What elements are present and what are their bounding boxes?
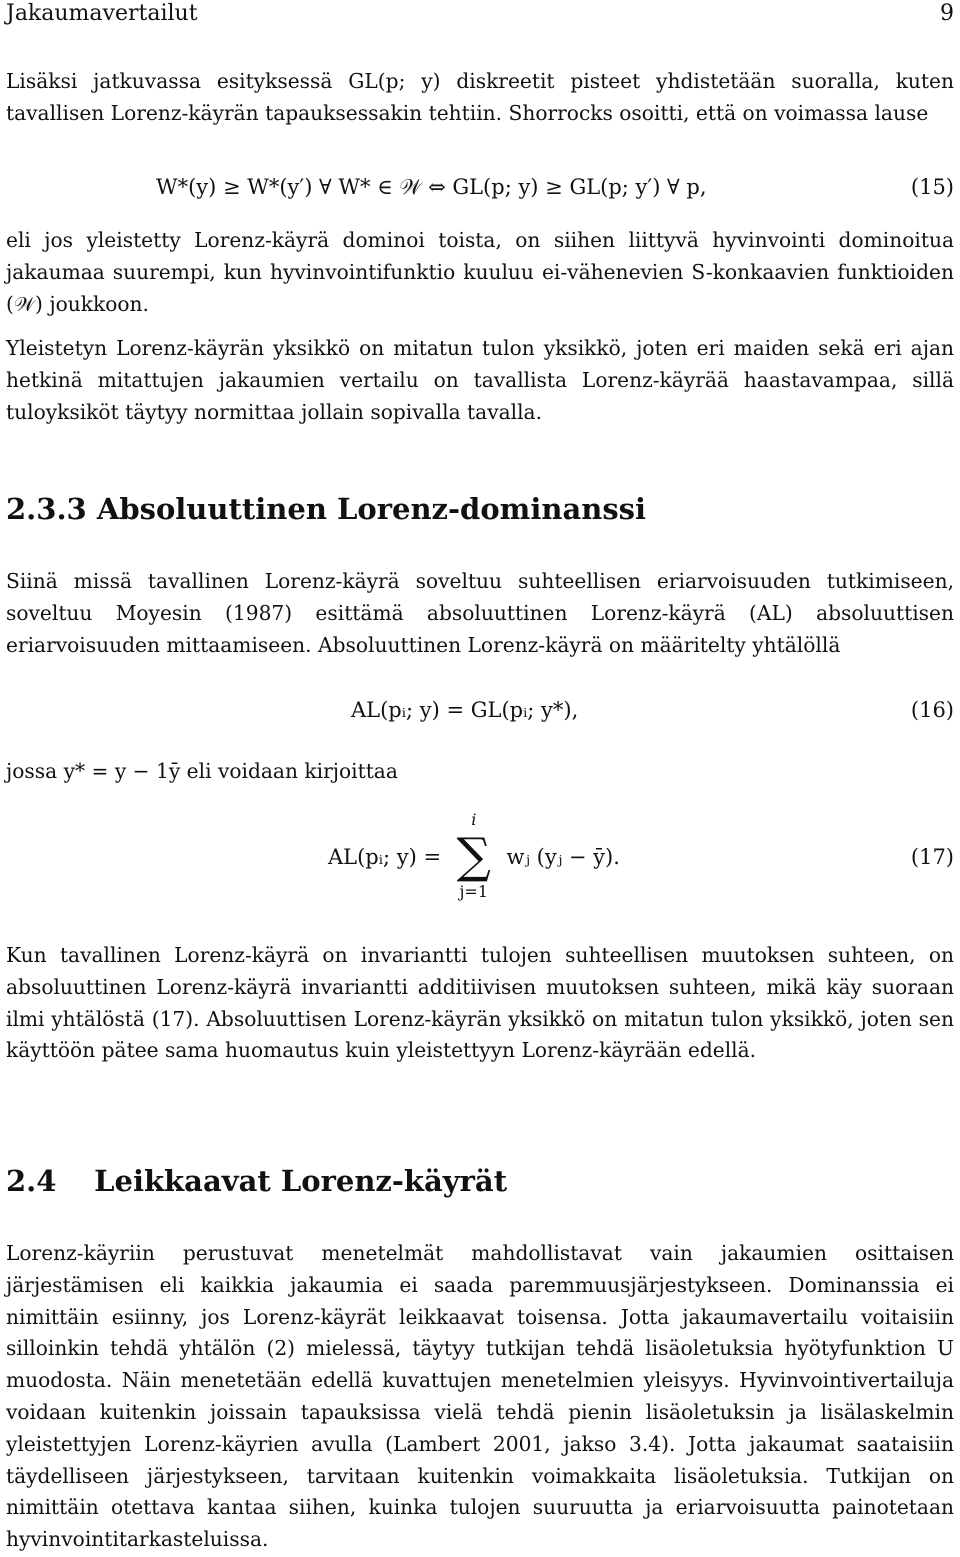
page-number: 9 [940,1,954,26]
section-title: Absoluuttinen Lorenz-dominanssi [96,492,647,526]
equation-15 [6,170,954,204]
section-title: Leikkaavat Lorenz-käyrät [94,1164,508,1198]
equation-16-number: (16) [910,698,954,722]
paragraph-dominance: eli jos yleistetty Lorenz-käyrä dominoi toista, on siihen liittyvä hyvinvointi dominoitua jakaumaa suurempi, kun hyvinvointifunktio kuuluu ei-vähenevien S-konkaavien funktioiden (𝒲) joukkoon. [6,228,954,316]
equation-16-body: AL(pᵢ; y) = GL(pᵢ; y*), [351,698,579,722]
sum-lower-limit: j=1 [459,882,489,901]
sum-sign: ∑ [456,828,491,884]
paragraph-where-prefix: jossa [6,759,58,783]
paragraph-where-suffix: eli voidaan kirjoittaa [186,759,398,783]
paragraph-intro: Lisäksi jatkuvassa esityksessä GL(p; y) diskreetit pisteet yhdistetään suoralla, kuten tavallisen Lorenz-käyrän tapauksessakin tehtiin. Shorrocks osoitti, että on voimassa lause [6,69,954,125]
section-heading-2-4 [6,1163,954,1199]
equation-17 [6,810,954,901]
running-head [6,0,954,28]
paragraph-invariance: Kun tavallinen Lorenz-käyrä on invariantti tulojen suhteellisen muutoksen suhteen, on absoluuttinen Lorenz-käyrä invariantti additiivisen muutoksen suhteen, mikä käy suoraan ilmi yhtälöstä (17). Absoluuttisen Lorenz-käyrän yksikkö on mitatun tulon yksikkö, joten sen käyttöön pätee sama huomautus kuin yleistettyyn Lorenz-käyrään edellä. [6,943,954,1063]
section-number: 2.3.3 [6,492,87,526]
equation-15-number: (15) [910,175,954,199]
section-number: 2.4 [6,1164,57,1198]
paragraph-crossing-curves: Lorenz-käyriin perustuvat menetelmät mahdollistavat vain jakaumien osittaisen järjestämisen eli kaikkia jakaumia ei saada paremmuusjärjestykseen. Dominanssia ei nimittäin esiinny, jos Lorenz-käyrät leikkaavat toisensa. Jotta jakaumavertailu voitaisiin silloinkin tehdä yhtälön (2) mielessä, täytyy tutkijan tehdä lisäoletuksia hyötyfunktion U muodosta. Näin menetetään edellä kuvattujen menetelmien yleisyys. Hyvinvointivertailuja voidaan kuitenkin joissain tapauksissa vielä tehdä pienin lisäoletuksin ja lisälaskelmin yleistettyjen Lorenz-käyrien avulla (Lambert 2001, jakso 3.4). Jotta jakaumat saataisiin täydelliseen järjestykseen, tarvitaan kuitenkin voimakkaita lisäoletuksia. Tutkijan on nimittäin otettava kantaa siihen, kuinka tulojen suuruutta ja eriarvoisuutta painotetaan hyvinvointitarkasteluissa. [6,1241,954,1552]
paragraph-where [6,756,954,788]
equation-17-rhs: wⱼ (yⱼ − ȳ). [506,845,620,869]
summation [448,810,500,901]
sum-upper-limit: i [471,810,477,829]
paragraph-unit: Yleistetyn Lorenz-käyrän yksikkö on mitatun tulon yksikkö, joten eri maiden sekä eri ajan hetkinä mitattujen jakaumien vertailu on tavallista Lorenz-käyrää haastavampaa, sillä tuloyksiköt täytyy normittaa jollain sopivalla tavalla. [6,336,954,424]
equation-16 [6,693,954,727]
running-head-title: Jakaumavertailut [6,1,198,26]
equation-17-lhs: AL(pᵢ; y) = [328,845,442,869]
equation-17-number: (17) [910,845,954,869]
paragraph-absolute-lorenz: Siinä missä tavallinen Lorenz-käyrä soveltuu suhteellisen eriarvoisuuden tutkimiseen, soveltuu Moyesin (1987) esittämä absoluuttinen Lorenz-käyrä (AL) absoluuttisen eriarvoisuuden mittaamiseen. Absoluuttinen Lorenz-käyrä on määritelty yhtälöllä [6,569,954,657]
equation-15-body: W*(y) ≥ W*(y′) ∀ W* ∈ 𝒲 ⇔ GL(p; y) ≥ GL(p; y′) ∀ p, [156,175,707,199]
equation-17-body [328,810,620,901]
inline-math-y-star: y* = y − 1ȳ [63,759,181,783]
section-heading-2-3-3 [6,491,954,527]
